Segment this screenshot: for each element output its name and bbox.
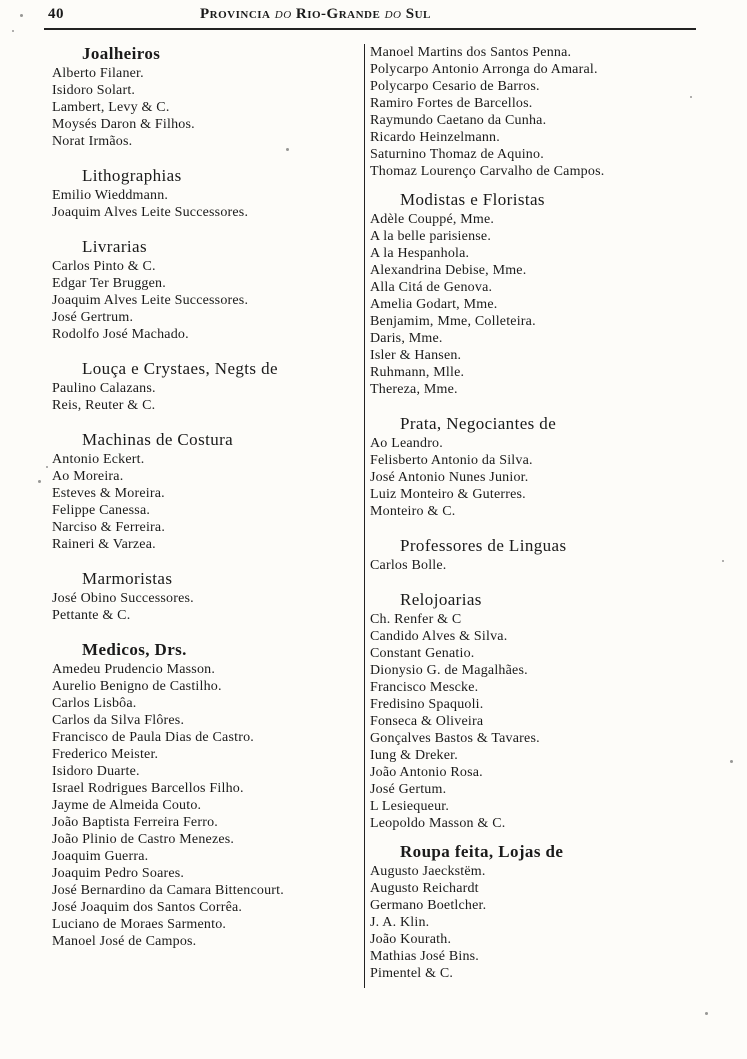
section-heading: Medicos, Drs. <box>82 640 187 659</box>
list-item: Reis, Reuter & C. <box>52 398 156 413</box>
list-item: Mathias José Bins. <box>370 949 479 964</box>
list-item: A la Hespanhola. <box>370 246 470 261</box>
list-item: Iung & Dreker. <box>370 748 458 763</box>
list-item: Raymundo Caetano da Cunha. <box>370 113 547 128</box>
list-item: Israel Rodrigues Barcellos Filho. <box>52 781 244 796</box>
section-prata-negociantes <box>370 414 710 520</box>
list-item: Pimentel & C. <box>370 966 454 981</box>
column-divider <box>364 44 365 988</box>
list-item: Leopoldo Masson & C. <box>370 816 506 831</box>
list-item: Polycarpo Antonio Arronga do Amaral. <box>370 62 598 77</box>
print-speck <box>46 466 48 468</box>
list-item: José Gertrum. <box>52 310 134 325</box>
list-item: Emilio Wieddmann. <box>52 188 169 203</box>
list-item: Alla Citá de Genova. <box>370 280 493 295</box>
list-item: Paulino Calazans. <box>52 381 156 396</box>
section-medicos <box>52 640 362 950</box>
list-item: Raineri & Varzea. <box>52 537 156 552</box>
list-item: Joaquim Alves Leite Successores. <box>52 293 249 308</box>
list-item: Esteves & Moreira. <box>52 486 165 501</box>
list-item: Thereza, Mme. <box>370 382 458 397</box>
section-medicos-continued <box>370 44 710 180</box>
list-item: Ricardo Heinzelmann. <box>370 130 500 145</box>
list-item: Fredisino Spaquoli. <box>370 697 484 712</box>
list-item: Ch. Renfer & C <box>370 612 462 627</box>
list-item: Amedeu Prudencio Masson. <box>52 662 216 677</box>
list-item: José Bernardino da Camara Bittencourt. <box>52 883 284 898</box>
section-machinas-costura <box>52 430 362 553</box>
list-item: Rodolfo José Machado. <box>52 327 189 342</box>
list-item: Moysés Daron & Filhos. <box>52 117 195 132</box>
list-item: Francisco Mescke. <box>370 680 479 695</box>
section-lithographias <box>52 166 362 221</box>
list-item: Constant Genatio. <box>370 646 475 661</box>
list-item: Joaquim Guerra. <box>52 849 149 864</box>
section-heading: Louça e Crystaes, Negts de <box>82 359 278 378</box>
section-heading: Livrarias <box>82 237 147 256</box>
list-item: Adèle Couppé, Mme. <box>370 212 495 227</box>
list-item: Carlos Lisbôa. <box>52 696 137 711</box>
section-joalheiros <box>52 44 362 150</box>
page-number: 40 <box>48 6 64 22</box>
list-item: L Lesiequeur. <box>370 799 450 814</box>
list-item: Narciso & Ferreira. <box>52 520 166 535</box>
list-item: Daris, Mme. <box>370 331 443 346</box>
list-item: Joaquim Pedro Soares. <box>52 866 185 881</box>
list-item: José Gertum. <box>370 782 447 797</box>
page-header <box>40 4 700 26</box>
list-item: José Obino Successores. <box>52 591 194 606</box>
list-item: Antonio Eckert. <box>52 452 145 467</box>
section-heading: Relojoarias <box>400 590 482 609</box>
entry-list <box>52 258 362 343</box>
list-item: Ao Leandro. <box>370 436 443 451</box>
list-item: Ramiro Fortes de Barcellos. <box>370 96 533 111</box>
list-item: Carlos da Silva Flôres. <box>52 713 185 728</box>
list-item: José Joaquim dos Santos Corrêa. <box>52 900 243 915</box>
list-item: Benjamim, Mme, Colleteira. <box>370 314 536 329</box>
print-speck <box>286 148 289 151</box>
section-heading: Marmoristas <box>82 569 173 588</box>
section-professores-linguas <box>370 536 710 574</box>
entry-list <box>370 44 710 180</box>
print-speck <box>12 30 14 32</box>
section-marmoristas <box>52 569 362 624</box>
list-item: João Plinio de Castro Menezes. <box>52 832 235 847</box>
section-louca-crystaes <box>52 359 362 414</box>
entry-list <box>52 451 362 553</box>
section-modistas-floristas <box>370 190 710 398</box>
entry-list <box>370 557 710 574</box>
list-item: Aurelio Benigno de Castilho. <box>52 679 222 694</box>
list-item: Isidoro Solart. <box>52 83 136 98</box>
list-item: J. A. Klin. <box>370 915 430 930</box>
entry-list <box>52 590 362 624</box>
list-item: Ruhmann, Mlle. <box>370 365 465 380</box>
list-item: Carlos Bolle. <box>370 558 447 573</box>
section-heading: Roupa feita, Lojas de <box>400 842 564 861</box>
list-item: Manoel Martins dos Santos Penna. <box>370 45 572 60</box>
list-item: Joaquim Alves Leite Successores. <box>52 205 249 220</box>
list-item: Augusto Jaeckstëm. <box>370 864 486 879</box>
list-item: Manoel José de Campos. <box>52 934 197 949</box>
list-item: Fonseca & Oliveira <box>370 714 484 729</box>
entry-list <box>370 435 710 520</box>
print-speck <box>705 1012 708 1015</box>
print-speck <box>20 14 23 17</box>
left-column <box>52 44 362 950</box>
entry-list <box>52 661 362 950</box>
list-item: Alberto Filaner. <box>52 66 144 81</box>
print-speck <box>38 480 41 483</box>
section-heading: Modistas e Floristas <box>400 190 545 209</box>
list-item: A la belle parisiense. <box>370 229 492 244</box>
list-item: Dionysio G. de Magalhães. <box>370 663 528 678</box>
right-column <box>370 44 710 982</box>
list-item: Edgar Ter Bruggen. <box>52 276 166 291</box>
section-heading: Joalheiros <box>82 44 161 63</box>
section-roupa-feita <box>370 842 710 982</box>
list-item: Francisco de Paula Dias de Castro. <box>52 730 254 745</box>
list-item: Candido Alves & Silva. <box>370 629 508 644</box>
section-livrarias <box>52 237 362 343</box>
print-speck <box>690 96 692 98</box>
list-item: Isler & Hansen. <box>370 348 462 363</box>
list-item: Norat Irmãos. <box>52 134 133 149</box>
list-item: Frederico Meister. <box>52 747 159 762</box>
list-item: Lambert, Levy & C. <box>52 100 170 115</box>
entry-list <box>52 187 362 221</box>
list-item: Thomaz Lourenço Carvalho de Campos. <box>370 164 605 179</box>
print-speck <box>730 760 733 763</box>
list-item: Luiz Monteiro & Guterres. <box>370 487 526 502</box>
list-item: Pettante & C. <box>52 608 131 623</box>
list-item: Carlos Pinto & C. <box>52 259 156 274</box>
section-heading: Prata, Negociantes de <box>400 414 557 433</box>
list-item: Saturnino Thomaz de Aquino. <box>370 147 544 162</box>
list-item: Alexandrina Debise, Mme. <box>370 263 527 278</box>
section-relojoarias <box>370 590 710 832</box>
print-speck <box>722 560 724 562</box>
list-item: Monteiro & C. <box>370 504 456 519</box>
section-heading: Machinas de Costura <box>82 430 234 449</box>
section-heading: Professores de Linguas <box>400 536 567 555</box>
list-item: Gonçalves Bastos & Tavares. <box>370 731 540 746</box>
entry-list <box>370 211 710 398</box>
list-item: João Antonio Rosa. <box>370 765 483 780</box>
entry-list <box>52 380 362 414</box>
list-item: Felisberto Antonio da Silva. <box>370 453 533 468</box>
list-item: Amelia Godart, Mme. <box>370 297 498 312</box>
list-item: José Antonio Nunes Junior. <box>370 470 529 485</box>
entry-list <box>370 863 710 982</box>
entry-list <box>52 65 362 150</box>
page-title: Provincia do Rio-Grande do Sul <box>200 6 431 22</box>
list-item: Luciano de Moraes Sarmento. <box>52 917 227 932</box>
list-item: Augusto Reichardt <box>370 881 479 896</box>
list-item: Polycarpo Cesario de Barros. <box>370 79 540 94</box>
header-rule <box>44 28 696 30</box>
list-item: Germano Boetlcher. <box>370 898 487 913</box>
list-item: João Kourath. <box>370 932 452 947</box>
list-item: Isidoro Duarte. <box>52 764 140 779</box>
list-item: Felippe Canessa. <box>52 503 151 518</box>
list-item: Jayme de Almeida Couto. <box>52 798 202 813</box>
entry-list <box>370 611 710 832</box>
section-heading: Lithographias <box>82 166 182 185</box>
list-item: João Baptista Ferreira Ferro. <box>52 815 218 830</box>
list-item: Ao Moreira. <box>52 469 124 484</box>
